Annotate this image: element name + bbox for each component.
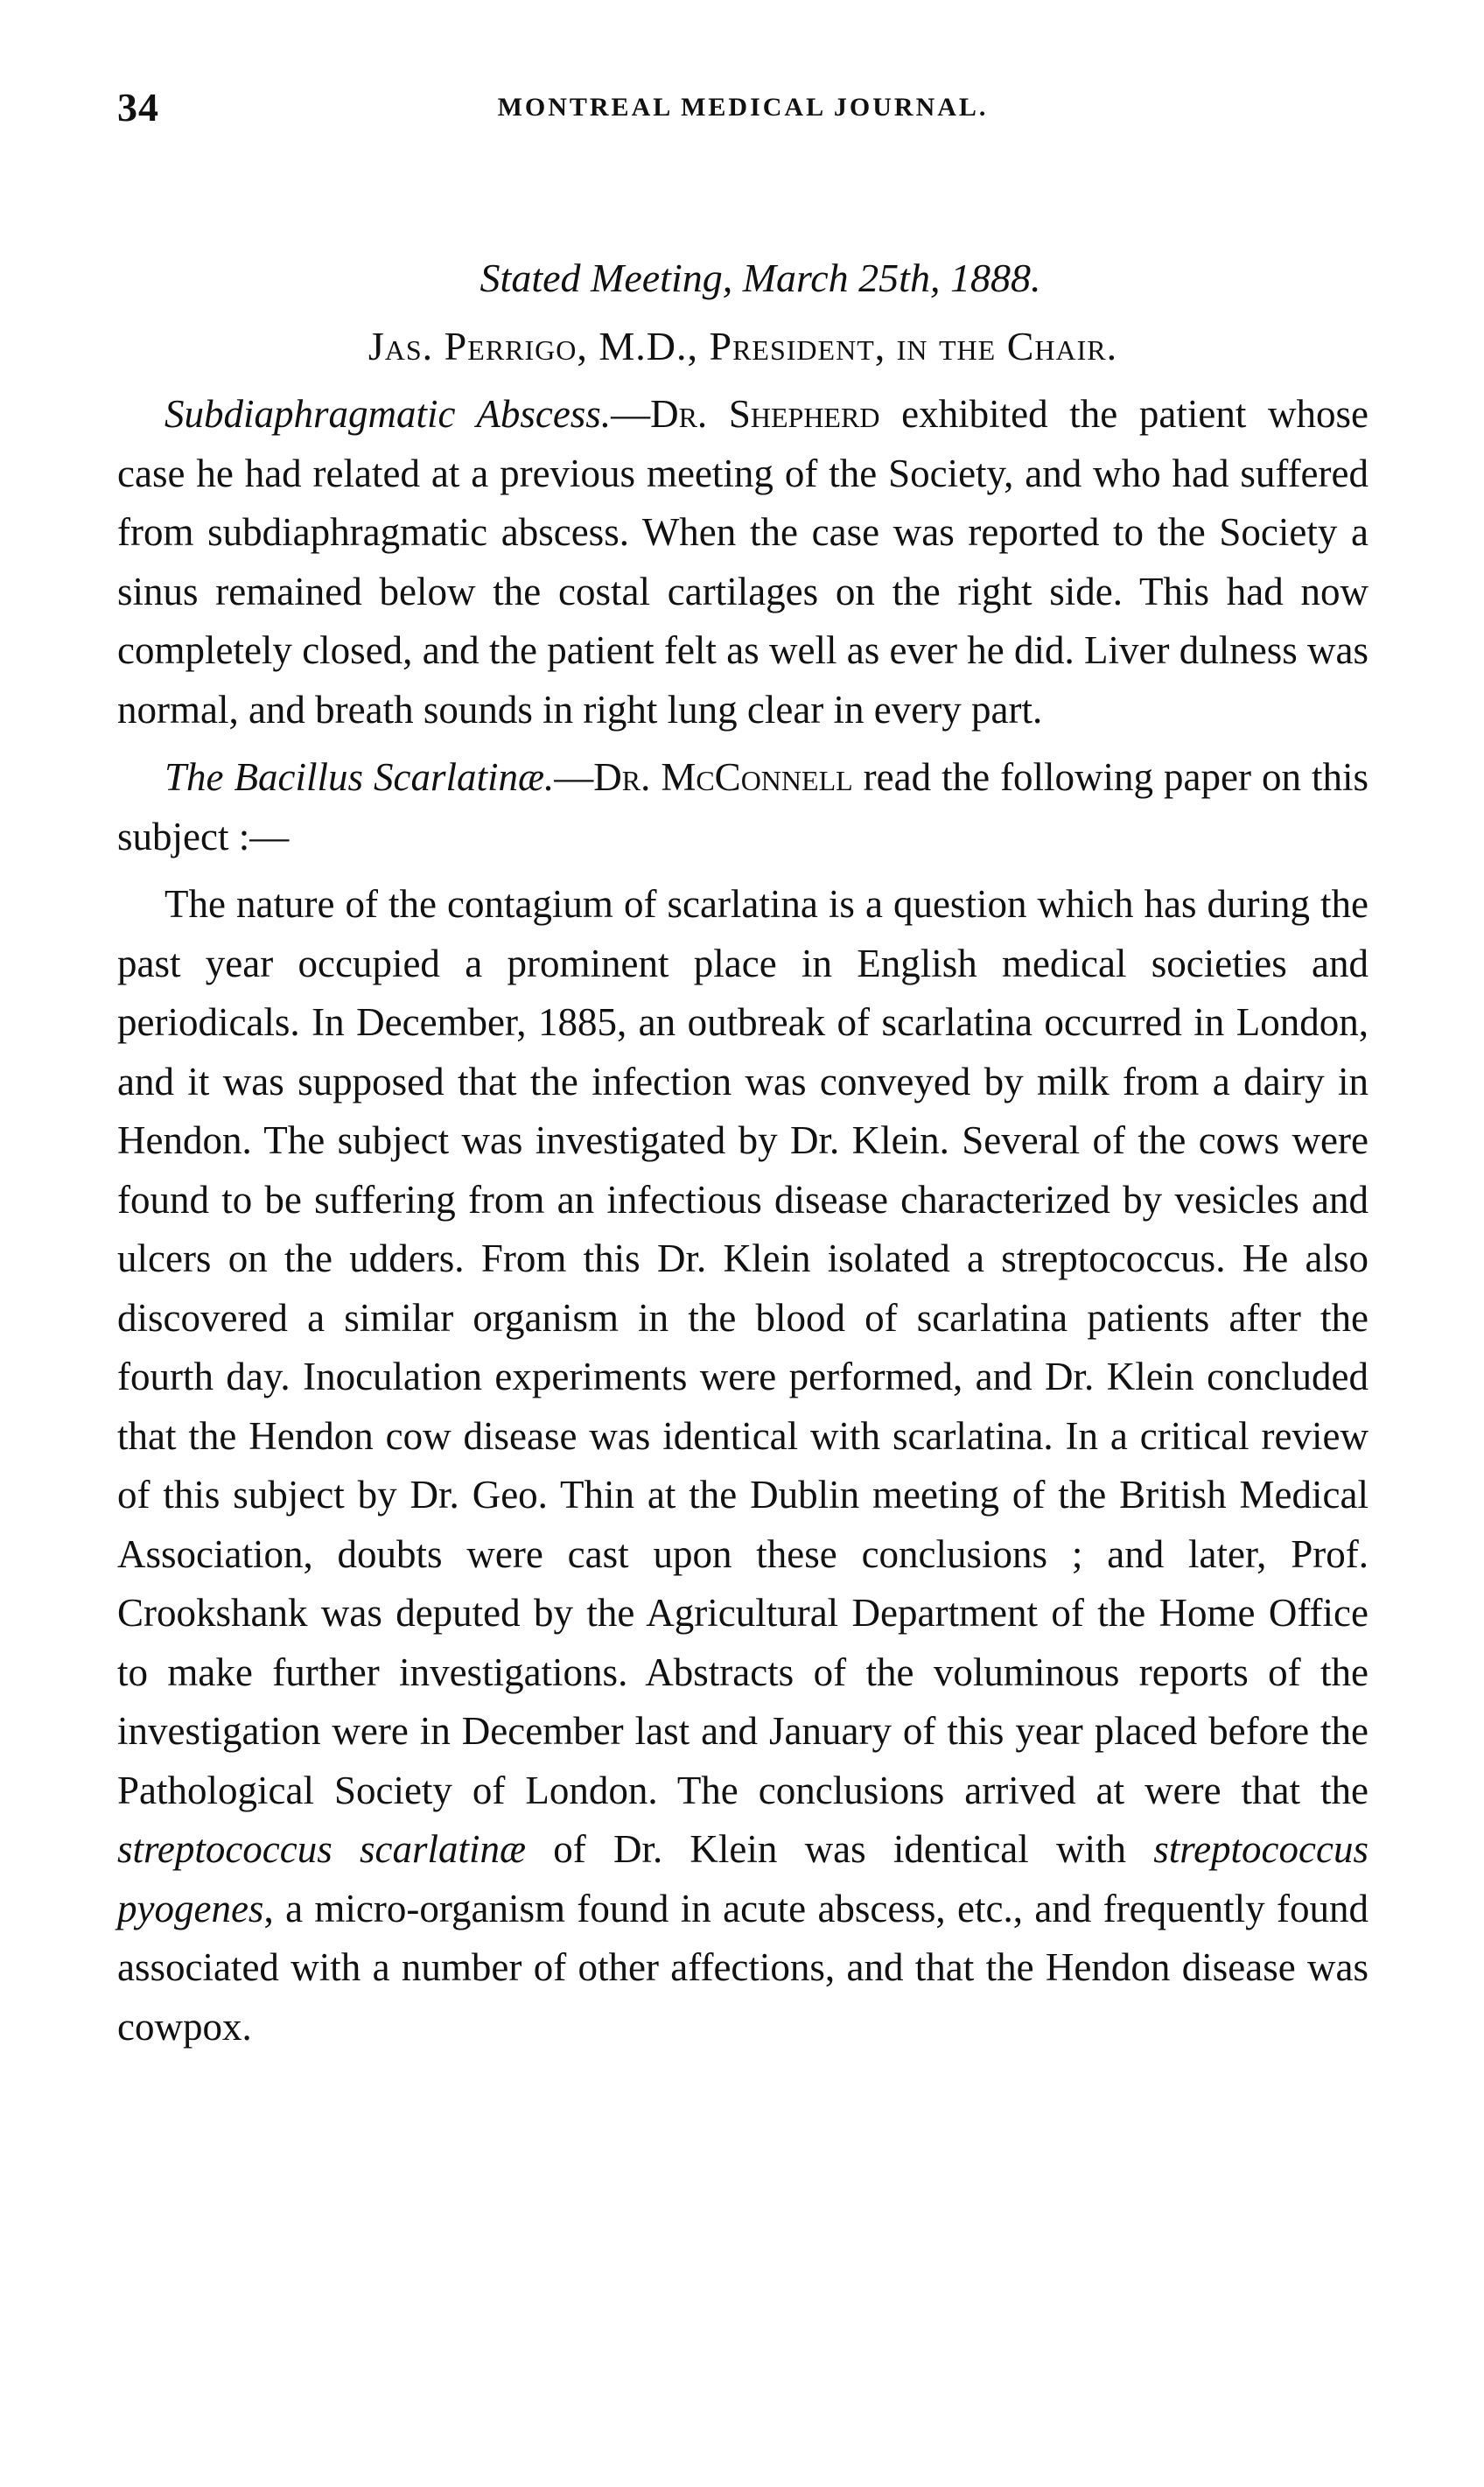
chair-line: Jas. Perrigo, M.D., President, in the Chair. (368, 324, 1118, 368)
running-head (117, 84, 1368, 137)
paragraph-text: exhibited the patient whose case he had related at a previous meeting of the Society, and who had suffered from subdiaphragmatic abscess. When the case was reported to the Society a sinus remained below the costal cartilages on the right side. This had now completely closed, and the patient felt as well as ever he did. Liver dulness was normal, and breath sounds in right lung clear in every part. (117, 392, 1368, 732)
section-title: Subdiaphragmatic Abscess. (164, 392, 612, 436)
meeting-date-line: Stated Meeting, March 25th, 1888. (480, 256, 1041, 300)
paper-text: The nature of the contagium of scarlatina is a question which has during the past year occupied a prominent place in English medical societies and periodicals. In December, 1885, an outbreak of scarlatina occurred in London, and it was supposed that the infection was conveyed by milk from a dairy in Hendon. The subject was investigated by Dr. Klein. Several of the cows were found to be suffering from an infectious disease characterized by vesicles and ulcers on the udders. From this Dr. Klein isolated a streptococcus. He also discovered a similar organism in the blood of scarlatina patients after the fourth day. Inoculation experiments were performed, and Dr. Klein concluded that the Hendon cow disease was identical with scarlatina. In a critical review of this subject by Dr. Geo. Thin at the Dublin meeting of the British Medical Association, doubts were cast upon these conclusions ; and later, Prof. Crookshank was deputed by the Agricultural Department of the Home Office to make further investigations. Abstracts of the voluminous reports of the investigation were in December last and January of this year placed before the Pathological Society of London. The conclusions arrived at were that the (117, 882, 1368, 1812)
paper-body-paragraph (117, 875, 1368, 2056)
italic-term: streptococcus pyogenes (117, 1827, 1368, 1930)
speaker-name: —Dr. Shepherd (611, 392, 880, 436)
bacillus-scarlatinae-paragraph (117, 748, 1368, 866)
journal-page (117, 84, 1368, 2056)
paper-text: , a micro-organism found in acute abscess, etc., and frequently found associated with a number of other affections, and that the Hendon disease was cowpox. (117, 1886, 1368, 2049)
speaker-name: —Dr. McConnell (554, 755, 853, 799)
paper-text: of Dr. Klein was identical with (526, 1827, 1154, 1871)
subdiaphragmatic-abscess-paragraph (117, 385, 1368, 739)
paragraph-text: read the following paper on this subject :— (117, 755, 1368, 858)
section-title: The Bacillus Scarlatinæ. (164, 755, 555, 799)
page-number: 34 (117, 85, 159, 130)
italic-term: streptococcus scarlatinæ (117, 1827, 527, 1871)
journal-title: MONTREAL MEDICAL JOURNAL. (497, 93, 989, 122)
